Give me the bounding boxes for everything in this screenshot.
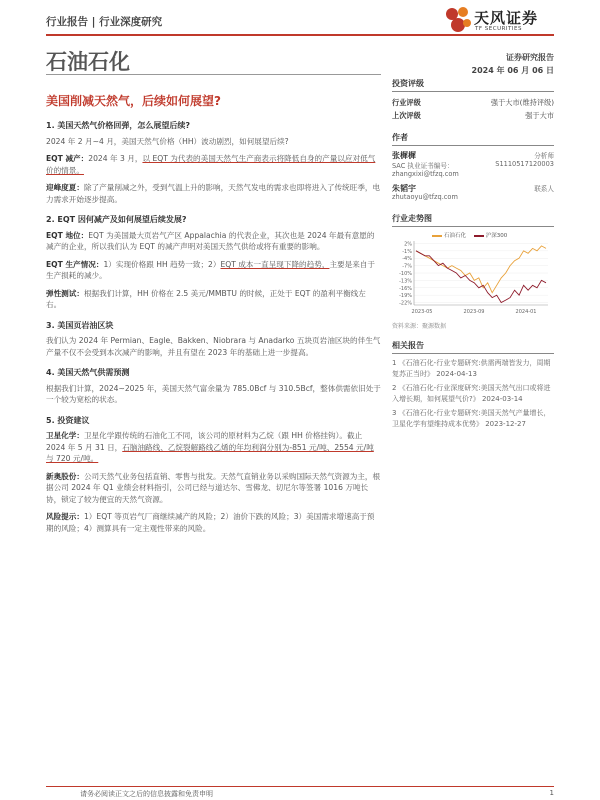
section-title: 1. 美国天然气价格回弹，怎么展望后续? bbox=[46, 121, 191, 130]
section-title: 4. 美国天然气供需预测 bbox=[46, 368, 130, 377]
sidebar bbox=[392, 76, 554, 433]
report-date: 2024 年 06 月 06 日 bbox=[471, 66, 554, 75]
report-type: 证券研究报告 bbox=[506, 53, 554, 62]
legend-swatch bbox=[432, 235, 442, 237]
paragraph: 2024 年 2 月~4 月，美国天然气价格（HH）波动剧烈，如何展望后续? bbox=[46, 136, 289, 146]
series-line bbox=[416, 246, 546, 293]
cert-number: S1110517120003 bbox=[495, 160, 554, 168]
section-title: 2. EQT 因何减产及如何展望后续发展? bbox=[46, 215, 187, 224]
legend-item bbox=[474, 233, 508, 239]
paragraph-text: 卫星化学跟传统的石油化工不同，该公司的原材料为乙烷（跟 HH 价格挂钩）。截止 2024 年 5 月 31 日， bbox=[46, 431, 363, 452]
paragraph bbox=[46, 471, 381, 506]
legend-swatch bbox=[474, 235, 484, 237]
trend-block bbox=[392, 211, 554, 330]
author-block bbox=[392, 130, 554, 203]
paragraph-lead: 风险提示： bbox=[46, 512, 84, 521]
author-role: 联系人 bbox=[534, 185, 554, 193]
paragraph-lead: EQT 减产： bbox=[46, 154, 89, 163]
paragraph-text: EQT 为美国最大页岩气产区 Appalachia 的代表企业，其次也是 2024 年最有意愿的减产的企业，所以我们认为 EQT 的减产声明对美国天然气供给或将有重要的影响。 bbox=[46, 230, 375, 251]
industry-rating-row bbox=[392, 96, 554, 109]
related-report-link[interactable]: 1 《石油石化-行业专题研究:供需两端皆发力，周期复苏正当时》 2024-04-13 bbox=[392, 359, 551, 378]
report-category: 行业报告 | 行业深度研究 bbox=[46, 16, 163, 28]
trend-heading: 行业走势图 bbox=[392, 211, 554, 227]
cert-label: SAC 执业证书编号： bbox=[392, 162, 454, 170]
author-name: 朱韬宇 bbox=[392, 184, 416, 193]
series-line bbox=[416, 251, 546, 303]
brand-name-en: TF SECURITIES bbox=[475, 26, 522, 32]
author-email[interactable]: zhutaoyu@tfzq.com bbox=[392, 193, 458, 201]
related-block bbox=[392, 338, 554, 429]
related-heading: 相关报告 bbox=[392, 338, 554, 354]
paragraph bbox=[46, 153, 381, 176]
y-tick-label: -19% bbox=[399, 293, 412, 300]
paragraph bbox=[46, 288, 381, 311]
y-tick-label: -22% bbox=[399, 300, 412, 307]
author-role: 分析师 bbox=[534, 152, 554, 160]
author-email[interactable]: zhangxixi@tfzq.com bbox=[392, 170, 459, 178]
paragraph: 根据我们计算，2024~2025 年，美国天然气富余量为 785.0Bcf 与 310.5Bcf，整体供需依旧处于一个较为宽松的状态。 bbox=[46, 383, 381, 404]
x-tick-label: 2024-01 bbox=[515, 309, 537, 315]
y-tick-label: -13% bbox=[399, 278, 412, 285]
report-headline: 美国削减天然气，后续如何展望? bbox=[46, 94, 221, 108]
underlined-text: EQT 成本一直呈现下降的趋势， bbox=[220, 259, 330, 269]
y-tick-label: -4% bbox=[402, 256, 412, 263]
prev-rating-value: 强于大市 bbox=[525, 110, 554, 120]
paragraph-text: 除了产量削减之外，受到气温上升的影响，天然气发电的需求也即将进入了传统旺季，电力需求开始逐步提高。 bbox=[46, 183, 381, 204]
paragraph-lead: EQT 生产情况： bbox=[46, 259, 104, 269]
author-heading: 作者 bbox=[392, 130, 554, 146]
paragraph-text: 2024 年 3 月， bbox=[88, 154, 143, 163]
chart-legend bbox=[432, 231, 513, 239]
chart-source: 资料来源：聚源数据 bbox=[392, 323, 447, 330]
legend-label: 沪深300 bbox=[485, 233, 508, 239]
paragraph bbox=[46, 511, 381, 534]
author-name: 张樨樨 bbox=[392, 151, 416, 160]
paragraph bbox=[46, 430, 381, 465]
page-number: 1 bbox=[549, 789, 554, 797]
section-title: 3. 美国页岩油区块 bbox=[46, 320, 114, 330]
sector-title: 石油石化 bbox=[46, 50, 130, 74]
paragraph-text: 1）实现价格跟 HH 趋势一致；2） bbox=[103, 259, 221, 269]
paragraph bbox=[46, 259, 381, 282]
legend-item bbox=[432, 233, 466, 239]
author-row bbox=[392, 150, 554, 160]
underlined-text: 以 EQT 为代表的美国天然气生产商表示将降低自身的产量以应对低气价的情景。 bbox=[46, 154, 376, 175]
author-row bbox=[392, 183, 554, 193]
legend-label: 石油石化 bbox=[444, 233, 467, 239]
y-tick-label: -16% bbox=[399, 285, 412, 292]
paragraph-text: 1）EQT 等页岩气厂商继续减产的风险；2）油价下跌的风险；3）美国需求增速高于预期的风险；4）测算具有一定主观性带来的风险。 bbox=[46, 512, 375, 533]
paragraph bbox=[46, 230, 381, 253]
paragraph-text: 根据我们计算，HH 价格在 2.5 美元/MMBTU 的时候，正处于 EQT 的盈利平衡线左右。 bbox=[46, 288, 366, 309]
brand-name: 天风证券 bbox=[474, 9, 539, 27]
y-tick-label: -1% bbox=[402, 248, 412, 255]
underlined-text: 石脑油路线、乙烷裂解路线乙烯的年均利润分别为-851 元/吨、2554 元/吨与 720 元/吨。 bbox=[46, 442, 374, 463]
paragraph-text: 主要是来自于生产损耗的减少。 bbox=[46, 259, 375, 280]
related-report-link[interactable]: 2 《石油石化-行业深度研究:美国天然气出口或将进入增长期，如何展望气价?》 2024-03-14 bbox=[392, 384, 551, 403]
main-content bbox=[46, 120, 381, 540]
prev-rating-row bbox=[392, 109, 554, 122]
paragraph-lead: 新奥股份： bbox=[46, 471, 84, 481]
related-report-link[interactable]: 3 《石油石化-行业专题研究:美国天然气产量增长，卫星化学有望维持成本优势》 2023-12-27 bbox=[392, 409, 551, 428]
paragraph-lead: 迎峰度夏： bbox=[46, 183, 84, 192]
paragraph: 我们认为 2024 年 Permian、Eagle、Bakken、Niobrara 与 Anadarko 五块页岩油区块的伴生气产量不仅不会受到本次减产的影响，并且有望在 2023 年的基础上进一步提高。 bbox=[46, 336, 381, 357]
sector-rule bbox=[46, 74, 381, 75]
author-cert-row bbox=[392, 160, 554, 170]
y-tick-label: 2% bbox=[404, 241, 412, 248]
paragraph-lead: EQT 地位： bbox=[46, 230, 89, 240]
prev-rating-label: 上次评级 bbox=[392, 110, 421, 120]
rating-heading: 投资评级 bbox=[392, 76, 554, 92]
trend-chart bbox=[392, 231, 554, 319]
x-tick-label: 2023-05 bbox=[411, 309, 433, 315]
footer-disclaimer: 请务必阅读正文之后的信息披露和免责申明 bbox=[80, 790, 213, 798]
section-title: 5. 投资建议 bbox=[46, 415, 90, 425]
industry-rating-value: 强于大市(维持评级) bbox=[490, 97, 554, 107]
y-tick-label: -10% bbox=[399, 271, 412, 277]
paragraph-lead: 卫星化学： bbox=[46, 431, 84, 440]
paragraph bbox=[46, 182, 381, 205]
x-tick-label: 2023-09 bbox=[463, 309, 485, 315]
trend-chart-svg bbox=[392, 231, 554, 319]
logo-mark-icon bbox=[444, 6, 472, 36]
paragraph-lead: 弹性测试： bbox=[46, 288, 84, 298]
header-rule bbox=[46, 34, 554, 36]
y-tick-label: -7% bbox=[402, 263, 412, 270]
paragraph-text: 公司天然气业务包括直销、零售与批发。天然气直销业务以采购国际天然气资源为主，根据公司 2024 年 Q1 业绩会材料指引，公司已经与道达尔、雪佛龙、切尼尔等签署 1016 万吨长协，锁定了较为便宜的天然气资源。 bbox=[46, 471, 381, 504]
footer-rule bbox=[46, 786, 554, 787]
industry-rating-label: 行业评级 bbox=[392, 97, 421, 107]
